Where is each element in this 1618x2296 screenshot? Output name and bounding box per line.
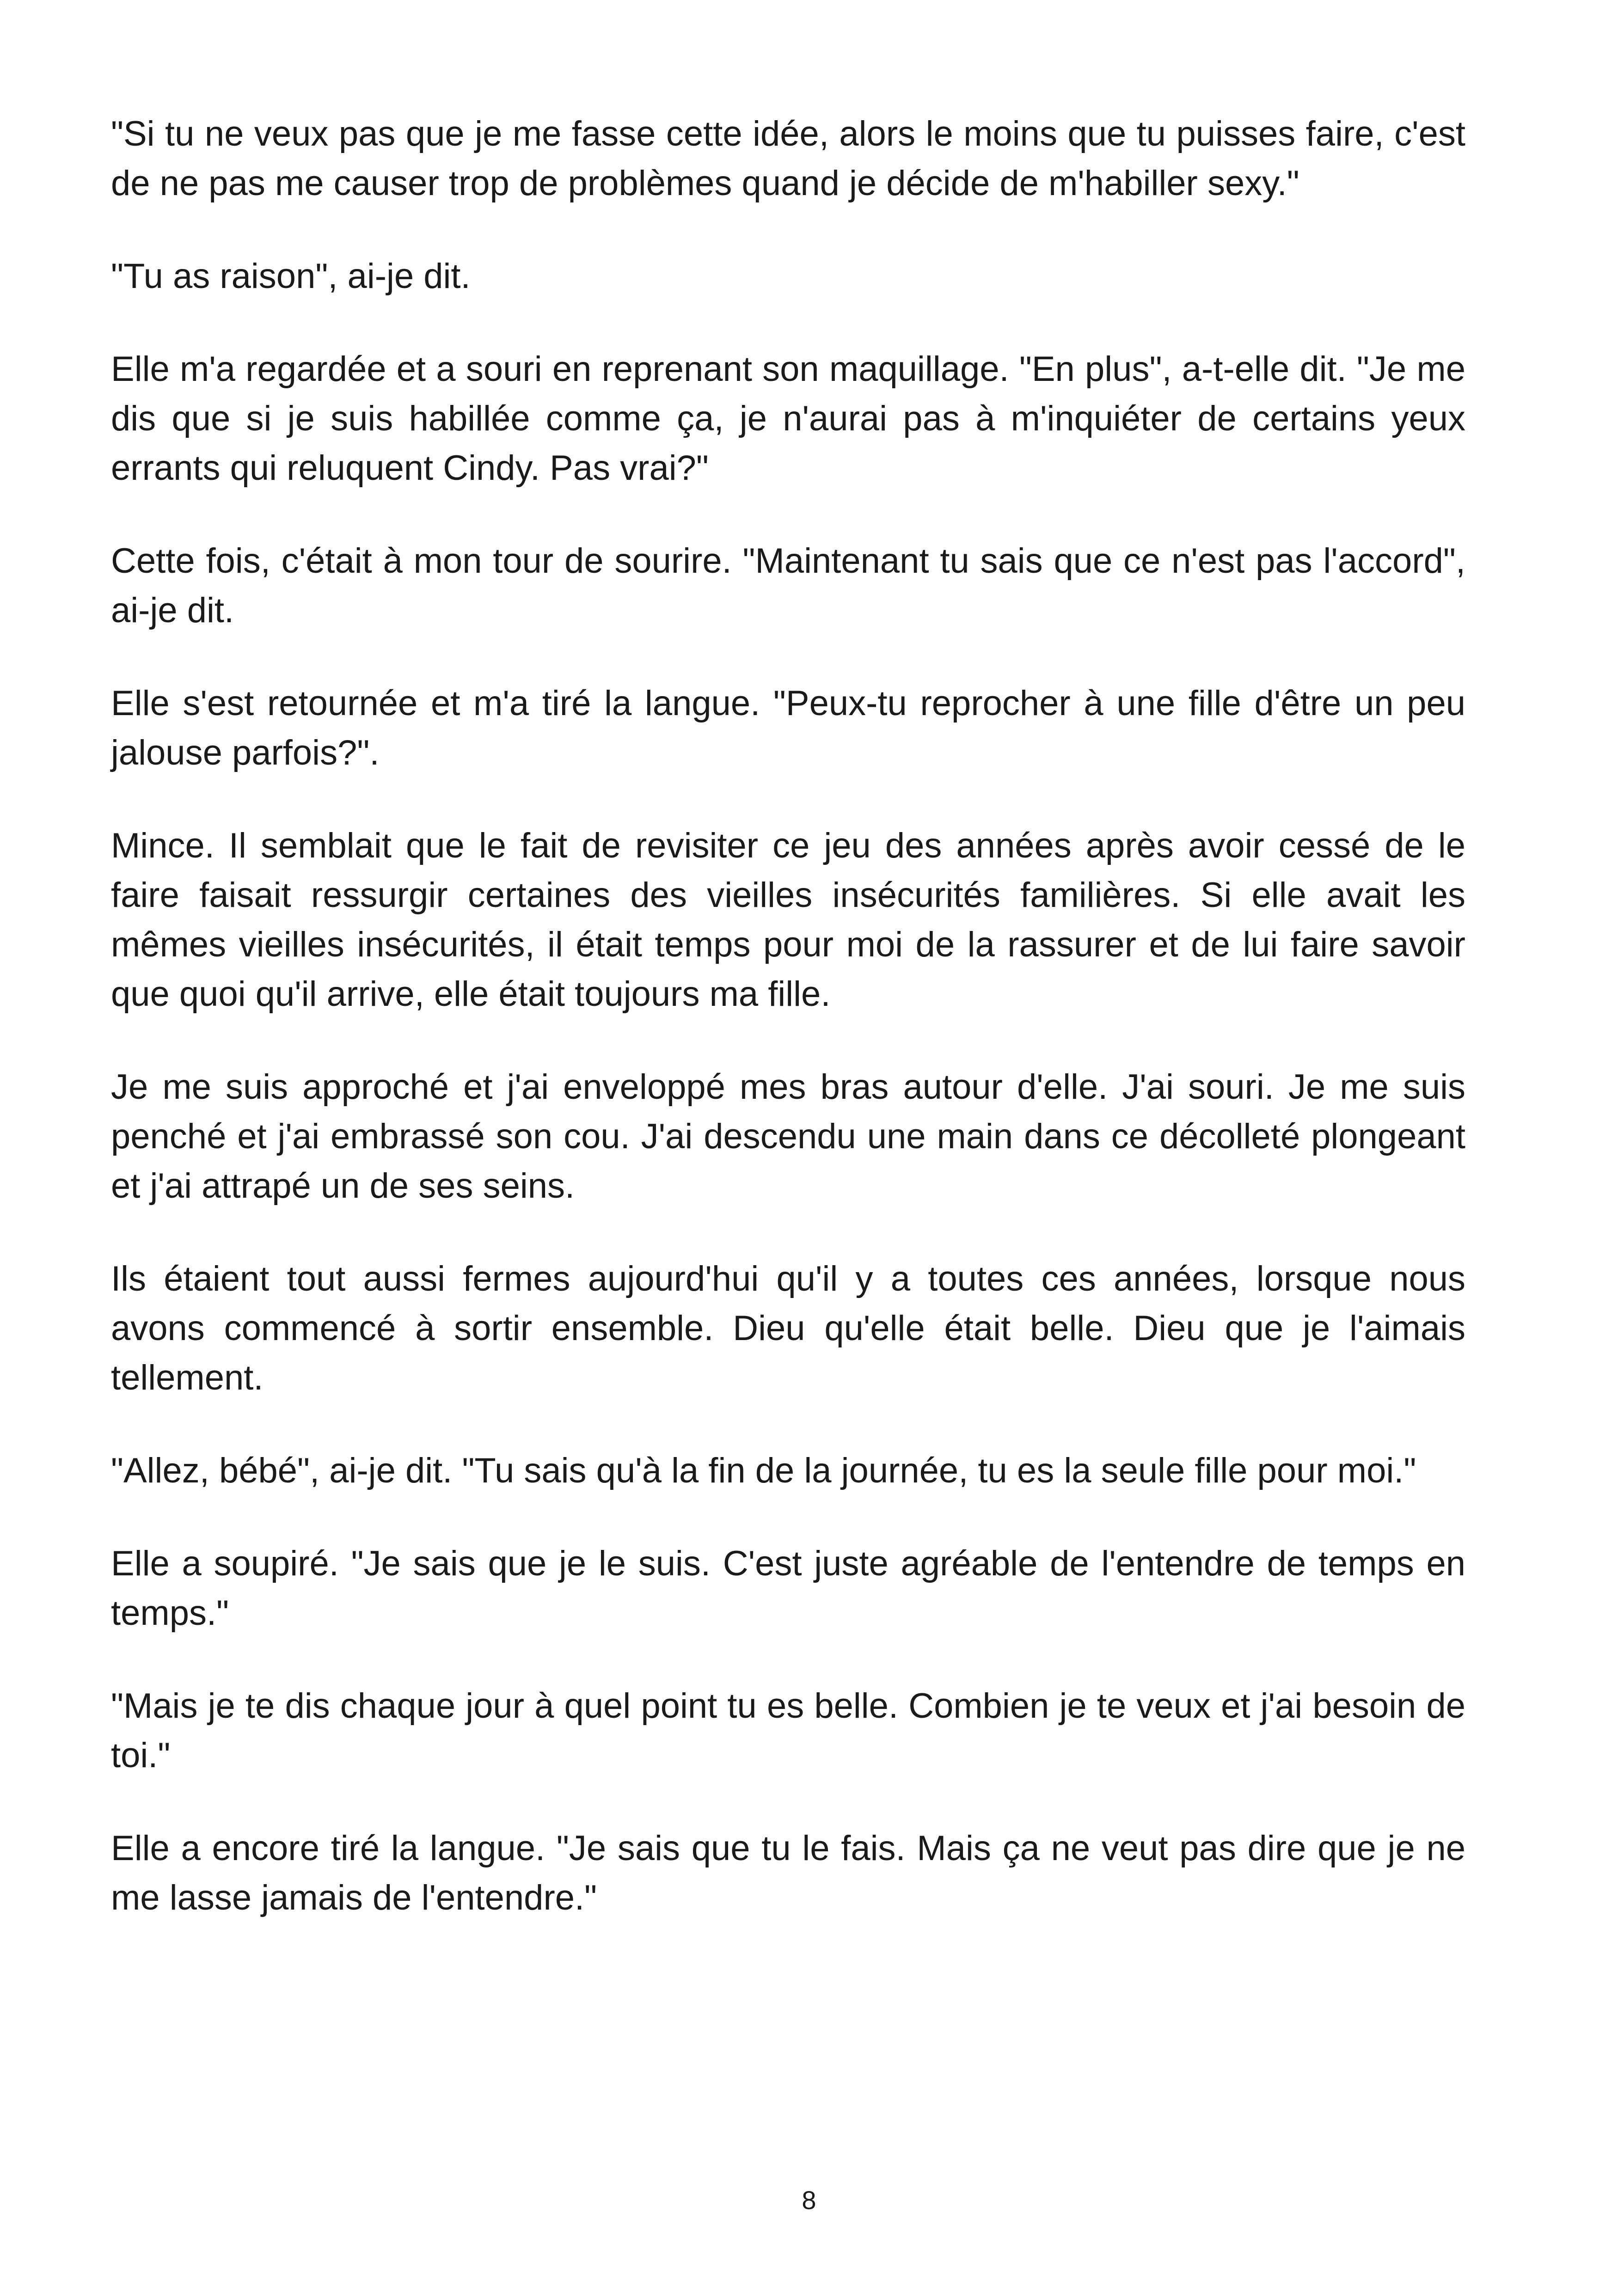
- paragraph: Je me suis approché et j'ai enveloppé mes bras autour d'elle. J'ai souri. Je me suis penché et j'ai embrassé son cou. J'ai descendu une main dans ce décolleté plongeant et j'ai attrapé un de ses seins.: [111, 1067, 1465, 1206]
- paragraph: "Si tu ne veux pas que je me fasse cette idée, alors le moins que tu puisses faire, c'est de ne pas me causer trop de problèmes quand je décide de m'habiller sexy.": [111, 114, 1465, 203]
- document-body: [111, 109, 1465, 1966]
- paragraph: Elle m'a regardée et a souri en reprenant son maquillage. "En plus", a-t-elle dit. "Je me dis que si je suis habillée comme ça, je n'aurai pas à m'inquiéter de certains yeux errants qui reluquent Cindy. Pas vrai?": [111, 349, 1465, 488]
- paragraph: Elle a soupiré. "Je sais que je le suis. C'est juste agréable de l'entendre de temps en temps.": [111, 1544, 1465, 1633]
- paragraph: Mince. Il semblait que le fait de revisiter ce jeu des années après avoir cessé de le faire faisait ressurgir certaines des vieilles insécurités familières. Si elle avait les mêmes vieilles insécurités, il était temps pour moi de la rassurer et de lui faire savoir que quoi qu'il arrive, elle était toujours ma fille.: [111, 826, 1465, 1014]
- paragraph: "Tu as raison", ai-je dit.: [111, 257, 471, 296]
- paragraph: Cette fois, c'était à mon tour de sourire. "Maintenant tu sais que ce n'est pas l'accord", ai-je dit.: [111, 541, 1465, 630]
- paragraph: "Mais je te dis chaque jour à quel point tu es belle. Combien je te veux et j'ai besoin de toi.": [111, 1686, 1465, 1775]
- paragraph: Elle s'est retournée et m'a tiré la langue. "Peux-tu reprocher à une fille d'être un peu jalouse parfois?".: [111, 684, 1465, 772]
- paragraph: "Allez, bébé", ai-je dit. "Tu sais qu'à la fin de la journée, tu es la seule fille pour moi.": [111, 1451, 1416, 1490]
- paragraph: Ils étaient tout aussi fermes aujourd'hui qu'il y a toutes ces années, lorsque nous avons commencé à sortir ensemble. Dieu qu'elle était belle. Dieu que je l'aimais tellement.: [111, 1259, 1465, 1397]
- page-number: 8: [802, 2186, 816, 2215]
- paragraph: Elle a encore tiré la langue. "Je sais que tu le fais. Mais ça ne veut pas dire que je ne me lasse jamais de l'entendre.": [111, 1829, 1465, 1917]
